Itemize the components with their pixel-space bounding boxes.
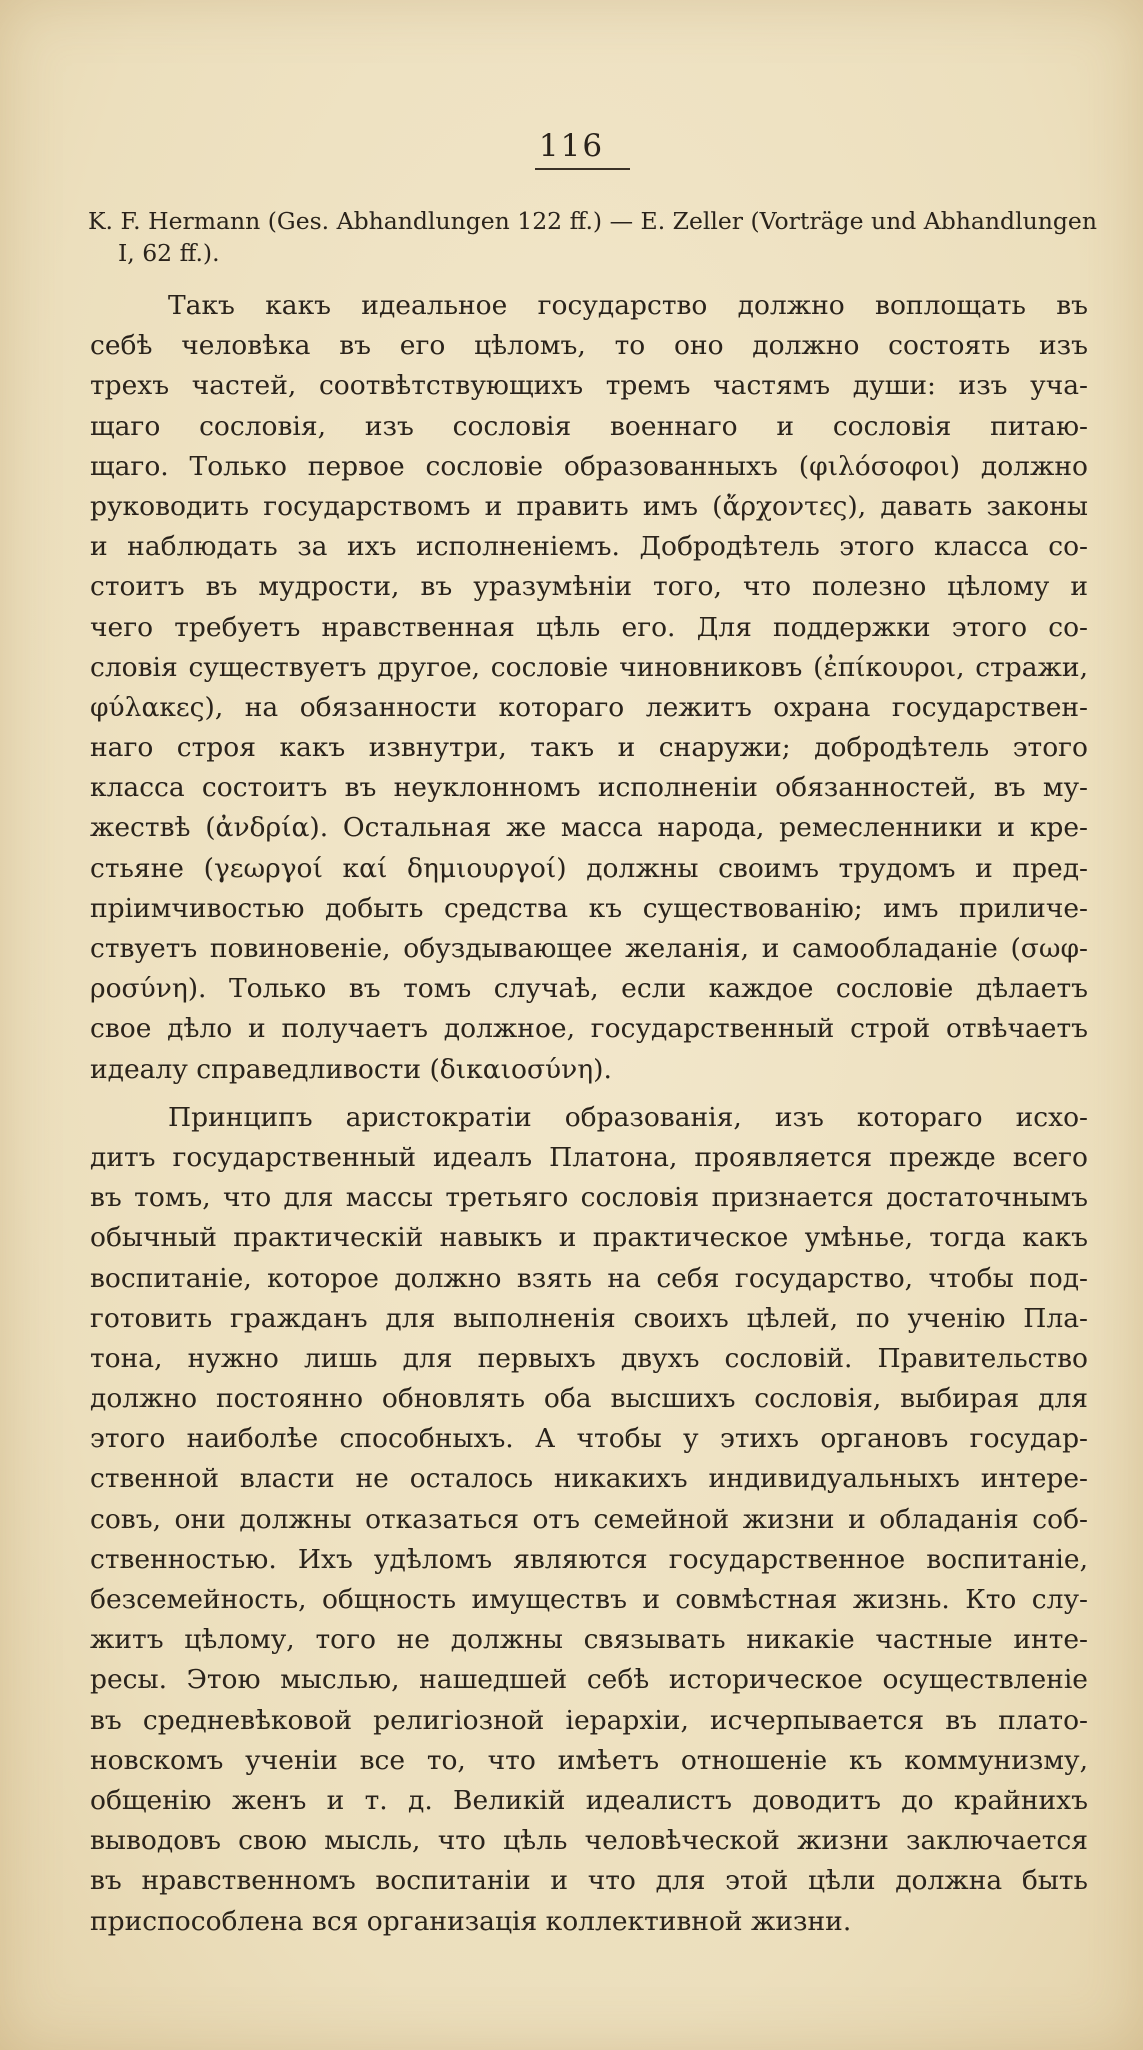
paragraph-1 [90,286,1088,1090]
text-line: чего требуетъ нравственная цѣль его. Для поддержки этого со- [90,611,1088,643]
text-line: новскомъ ученіи все то, что имѣетъ отношеніе къ коммунизму, [90,1744,1088,1776]
text-line: воспитаніе, которое должно взять на себя государство, чтобы под- [90,1262,1088,1294]
text-line: идеалу справедливости (δικαιοσύνη). [90,1053,612,1085]
text-line: φύλακες), на обязанности котораго лежитъ охрана государствен- [90,691,1088,723]
text-line: руководить государствомъ и править имъ (ἄρχοντες), давать законы [90,490,1088,522]
text-line: готовить гражданъ для выполненія своихъ цѣлей, по ученію Пла- [90,1302,1088,1334]
text-line: себѣ человѣка въ его цѣломъ, то оно должно состоять изъ [90,330,1088,362]
text-line: ροσύνη). Только въ томъ случаѣ, если каждое сословіе дѣлаетъ [90,973,1088,1005]
text-line: щаго сословія, изъ сословія военнаго и сословія питаю- [90,410,1088,442]
text-line: трехъ частей, соотвѣтствующихъ тремъ частямъ души: изъ уча- [90,370,1088,402]
text-line: стоитъ въ мудрости, въ уразумѣніи того, что полезно цѣлому и [90,571,1088,603]
header-rule [535,168,630,170]
text-line: житъ цѣлому, того не должны связывать никакіе частные инте- [90,1624,1088,1656]
text-line: ственной власти не осталось никакихъ индивидуальныхъ интере- [90,1463,1088,1495]
text-line: наго строя какъ извнутри, такъ и снаружи; добродѣтель этого [90,732,1088,764]
text-line: обычный практическій навыкъ и практическое умѣнье, тогда какъ [90,1222,1088,1254]
text-line: общенію женъ и т. д. Великій идеалистъ доводитъ до крайнихъ [90,1784,1088,1816]
text-line: словія существуетъ другое, сословіе чиновниковъ (ἐπίκουροι, стражи, [90,651,1088,683]
text-line: пріимчивостью добыть средства къ существованію; имъ приличе- [90,892,1088,924]
main-text [90,286,1088,1942]
text-line: Принципъ аристократіи образованія, изъ котораго исхо- [168,1101,1088,1133]
text-line: Такъ какъ идеальное государство должно воплощать въ [168,290,1088,321]
paragraph-2 [90,1098,1088,1942]
text-line: и наблюдать за ихъ исполненіемъ. Добродѣтель этого класса со- [90,531,1088,563]
text-line: класса состоитъ въ неуклонномъ исполненіи обязанностей, въ му- [90,772,1088,804]
text-line: стьяне (γεωργοί καί δημιουργοί) должны своимъ трудомъ и пред- [90,852,1088,884]
text-line: этого наиболѣе способныхъ. А чтобы у этихъ органовъ государ- [90,1423,1088,1455]
text-line: въ нравственномъ воспитаніи и что для этой цѣли должна быть [90,1865,1088,1897]
text-line: ственностью. Ихъ удѣломъ являются государственное воспитаніе, [90,1543,1088,1575]
text-line: жествѣ (ἀνδρία). Остальная же масса народа, ремесленники и кре- [90,812,1088,844]
text-line: тона, нужно лишь для первыхъ двухъ сословій. Правительство [90,1342,1088,1374]
text-line: ствуетъ повиновеніе, обуздывающее желанія, и самообладаніе (σωφ- [90,933,1088,964]
text-line: совъ, они должны отказаться отъ семейной жизни и обладанія соб- [90,1503,1088,1535]
text-line: выводовъ свою мысль, что цѣль человѣческой жизни заключается [90,1825,1088,1857]
text-line: свое дѣло и получаетъ должное, государственный строй отвѣчаетъ [90,1013,1088,1045]
text-line: въ томъ, что для массы третьяго сословія признается достаточнымъ [90,1182,1088,1214]
text-line: щаго. Только первое сословіе образованныхъ (φιλόσοφοι) должно [90,450,1088,482]
page-number: 116 [538,128,605,164]
text-line: ресы. Этою мыслью, нашедшей себѣ историческое осуществленіе [90,1664,1088,1696]
text-line: дитъ государственный идеалъ Платона, проявляется прежде всего [90,1141,1088,1173]
text-line: въ средневѣковой религіозной іерархіи, исчерпывается въ плато- [90,1704,1088,1736]
footnote-line: I, 62 ff.). [118,239,220,267]
footnote-line: K. F. Hermann (Ges. Abhandlungen 122 ff.) — E. Zeller (Vorträge und Abhandlungen [88,207,1097,235]
footnote [88,205,1097,269]
text-line: безсемейность, общность имуществъ и совмѣстная жизнь. Кто слу- [90,1584,1088,1615]
text-line: должно постоянно обновлять оба высшихъ сословія, выбирая для [90,1383,1088,1415]
text-line: приспособлена вся организація коллективной жизни. [90,1905,852,1937]
